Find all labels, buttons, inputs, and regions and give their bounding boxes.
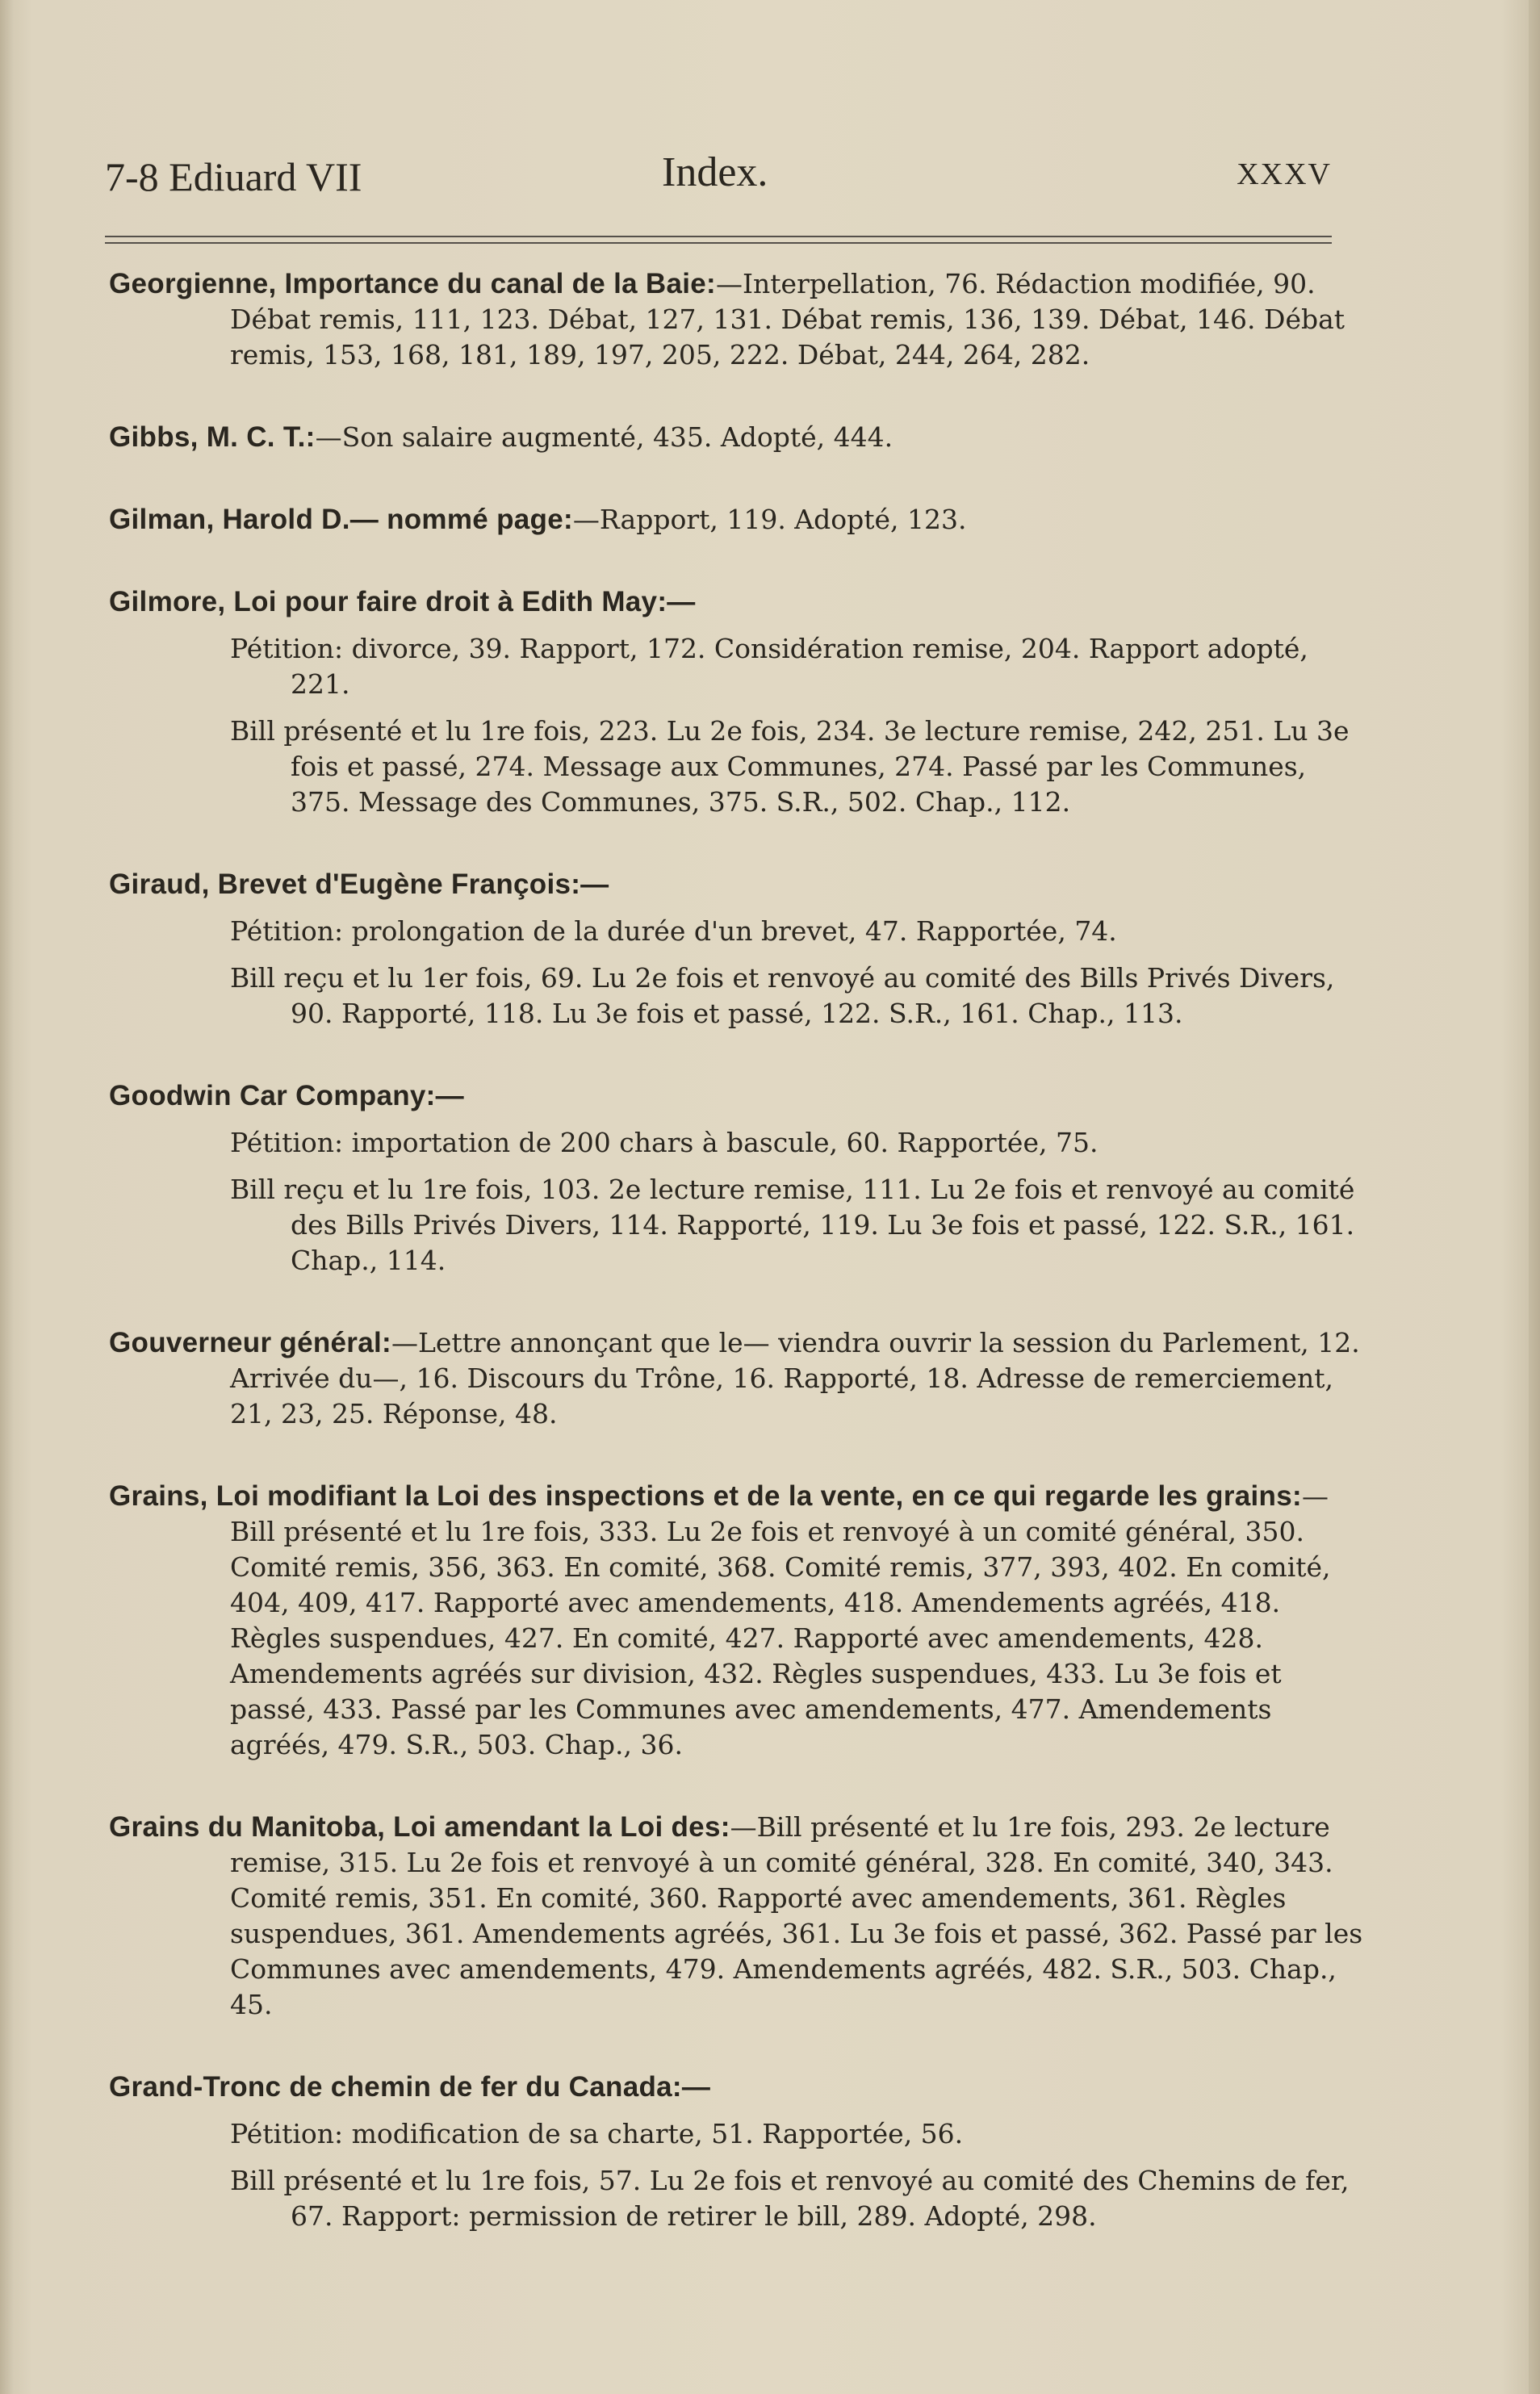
index-entry xyxy=(109,502,1364,538)
index-entry xyxy=(109,1479,1364,1763)
page-edge-left xyxy=(0,0,15,2394)
entry-subentry: Pétition: modification de sa charte, 51. Rapportée, 56. xyxy=(230,2118,964,2149)
entry-head: Gilmore, Loi pour faire droit à Edith May:— xyxy=(109,586,696,617)
header-page-number: XXXV xyxy=(1237,157,1332,191)
entry-subentry: Bill présenté et lu 1re fois, 57. Lu 2e fois et renvoyé au comité des Chemins de fer, 67. Rapport: permission de retirer le bill, 289. Adopté, 298. xyxy=(230,2165,1350,2232)
index-entry xyxy=(109,1810,1364,2023)
entry-text: —Interpellation, 76. Rédaction modifiée, 90. Débat remis, 111, 123. Débat, 127, 131. Débat remis, 136, 139. Débat, 146. Débat remis, 153, 168, 181, 189, 197, 205, 222. Débat, 244, 264, 282. xyxy=(230,268,1345,370)
entry-line xyxy=(109,1078,1364,1114)
entry-subentry: Bill présenté et lu 1re fois, 223. Lu 2e fois, 234. 3e lecture remise, 242, 251. Lu 3e fois et passé, 274. Message aux Communes, 274. Passé par les Communes, 375. Message des Communes, 375. S.R., 502. Chap., 112. xyxy=(230,715,1350,818)
entry-subentry: Pétition: divorce, 39. Rapport, 172. Considération remise, 204. Rapport adopté, 221. xyxy=(230,633,1308,700)
page-edge-right xyxy=(1529,0,1540,2394)
header-rule-bottom xyxy=(105,242,1332,244)
entry-head: Giraud, Brevet d'Eugène François:— xyxy=(109,868,609,900)
entry-line xyxy=(109,266,1364,373)
entry-subentry: Bill reçu et lu 1er fois, 69. Lu 2e fois et renvoyé au comité des Bills Privés Divers, 90. Rapporté, 118. Lu 3e fois et passé, 122. S.R., 161. Chap., 113. xyxy=(230,962,1335,1029)
entry-text: —Bill présenté et lu 1re fois, 333. Lu 2e fois et renvoyé à un comité général, 350. Comité remis, 356, 363. En comité, 368. Comité remis, 377, 393, 402. En comité, 404, 409, 417. Rapporté avec amendements, 418. Amendements agréés, 418. Règles suspendues, 427. En comité, 427. Rapporté avec amendements, 428. Amendements agréés sur division, 432. Règles suspendues, 433. Lu 3e fois et passé, 433. Passé par les Communes avec amendements, 477. Amendements agréés, 479. S.R., 503. Chap., 36. xyxy=(230,1480,1331,1760)
index-entry xyxy=(109,266,1364,373)
index-entry xyxy=(109,1325,1364,1432)
entry-text: —Bill présenté et lu 1re fois, 293. 2e lecture remise, 315. Lu 2e fois et renvoyé à un comité général, 328. En comité, 340, 343. Comité remis, 351. En comité, 360. Rapporté avec amendements, 361. Règles suspendues, 361. Amendements agréés, 361. Lu 3e fois et passé, 362. Passé par les Communes avec amendements, 479. Amendements agréés, 482. S.R., 503. Chap., 45. xyxy=(230,1811,1363,2020)
entry-head: Georgienne, Importance du canal de la Baie: xyxy=(109,268,716,299)
entry-subentry: Pétition: prolongation de la durée d'un brevet, 47. Rapportée, 74. xyxy=(230,915,1117,947)
entry-line xyxy=(109,1325,1364,1432)
entry-line xyxy=(109,1810,1364,2023)
entry-head: Gibbs, M. C. T.: xyxy=(109,421,316,453)
entry-line xyxy=(109,584,1364,620)
index-entry xyxy=(109,867,1364,1032)
page-header xyxy=(105,149,1332,218)
index-entries xyxy=(109,266,1364,2281)
entry-head: Grains, Loi modifiant la Loi des inspections et de la vente, en ce qui regarde les grains: xyxy=(109,1480,1302,1512)
header-title: Index. xyxy=(662,149,768,195)
entry-line xyxy=(109,867,1364,902)
entry-line xyxy=(109,2070,1364,2105)
index-entry xyxy=(109,2070,1364,2234)
entry-subentry: Pétition: importation de 200 chars à bascule, 60. Rapportée, 75. xyxy=(230,1127,1099,1158)
entry-text: —Lettre annonçant que le— viendra ouvrir la session du Parlement, 12. Arrivée du—, 16. Discours du Trône, 16. Rapporté, 18. Adresse de remerciement, 21, 23, 25. Réponse, 48. xyxy=(230,1327,1360,1429)
index-entry xyxy=(109,1078,1364,1279)
index-entry xyxy=(109,584,1364,820)
entry-text: —Rapport, 119. Adopté, 123. xyxy=(572,504,967,535)
entry-head: Goodwin Car Company:— xyxy=(109,1080,464,1111)
index-entry xyxy=(109,420,1364,455)
header-rule-top xyxy=(105,236,1332,237)
entry-text: —Son salaire augmenté, 435. Adopté, 444. xyxy=(315,421,893,453)
entry-line xyxy=(109,420,1364,455)
header-volume: 7-8 Ediuard VII xyxy=(105,154,362,199)
entry-head: Grand-Tronc de chemin de fer du Canada:— xyxy=(109,2071,711,2103)
entry-head: Gouverneur général: xyxy=(109,1327,391,1358)
entry-line xyxy=(109,1479,1364,1763)
entry-head: Grains du Manitoba, Loi amendant la Loi des: xyxy=(109,1811,730,1843)
entry-head: Gilman, Harold D.— nommé page: xyxy=(109,504,573,535)
entry-subentry: Bill reçu et lu 1re fois, 103. 2e lecture remise, 111. Lu 2e fois et renvoyé au comité des Bills Privés Divers, 114. Rapporté, 119. Lu 3e fois et passé, 122. S.R., 161. Chap., 114. xyxy=(230,1174,1355,1276)
entry-line xyxy=(109,502,1364,538)
